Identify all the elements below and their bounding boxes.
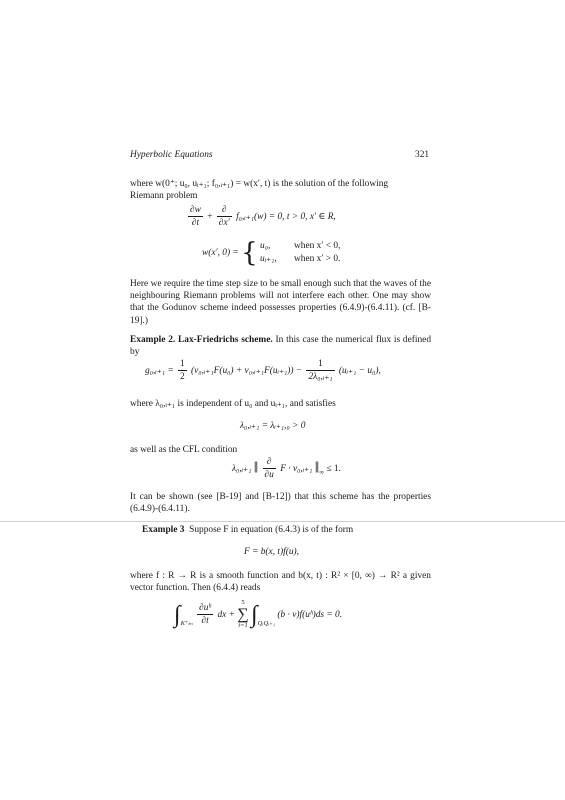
integral: $\int_{QᵢQᵢ_{+1}}$ [251, 601, 276, 628]
paragraph: where f : R → R is a smooth function and b(x, t) : R² × [0, ∞) → R² a given vector function. Then (6.4.4) reads [130, 571, 431, 594]
fraction: $\frac{\partial w}{\partial t}$ [190, 205, 201, 229]
equation-flux-form: F = b(x, t)f(u), [244, 547, 300, 557]
cases: u₀, when x′ < 0, uᵢ₊₁, when x′ > 0. [260, 241, 341, 264]
paragraph-line: where λ₀,ᵢ₊₁ is independent of u₀ and uᵢ₊₁, and satisfies [130, 399, 336, 409]
fraction: $\frac{1}{\text{2λ₀,ᵢ₊₁}}$ [308, 359, 333, 383]
summation: 5 ∑ i=1 [237, 599, 249, 629]
norm-bar: ‖ [253, 459, 259, 477]
paragraph-line: Riemann problem [130, 191, 198, 201]
running-title: Hyperbolic Equations [130, 150, 213, 160]
equation-pde: $\frac{\partial w}{\partial t}$ + $\frac{\partial}{\partial x'}$ f₀,ᵢ₊₁(w) = 0, t > 0, x′ ∈ R, [190, 205, 336, 229]
fraction: $\frac{1}{2}$ [180, 359, 185, 383]
fraction: $\frac{\text{∂uʰ}}{\partial t}$ [199, 602, 212, 627]
norm-bar: ‖ [314, 459, 320, 477]
paragraph: Here we require the time step size to be small enough such that the waves of the neighbouring Riemann problems will not interfere each other. One may show that the Godunov scheme indeed possesses properties (6.4.9)-(6.4.11). (cf. [B-19].) [130, 279, 431, 326]
paragraph-line: where w(0⁺; u₀, uᵢ₊₁; f₀,ᵢ₊₁) = w(x′, t) is the solution of the following [130, 179, 389, 189]
equation-symmetry: λ₀,ᵢ₊₁ = λᵢ₊₁,₀ > 0 [240, 421, 306, 431]
example-3: Example 3 Suppose F in equation (6.4.3) is of the form [142, 525, 354, 535]
equation-initial-data: w(x′, 0) = { u₀, when x′ < 0, uᵢ₊₁, when x′ > 0. [202, 238, 341, 268]
equation-integral: $\int_{K^+_{tn}}$ $\frac{\text{∂uʰ}}{\partial t}$ dx + 5 ∑ i=1 $\int_{QᵢQᵢ_{+1}}$ (b · ν)f(uʰ)ds = 0. [174, 599, 343, 629]
paragraph-line: as well as the CFL condition [130, 445, 238, 455]
paragraph: It can be shown (see [B-19] and [B-12]) that this scheme has the properties (6.4.9)-(6.4.11). [130, 492, 431, 515]
left-brace: { [241, 238, 258, 268]
page-number: 321 [415, 150, 430, 160]
example-2: Example 2. Lax-Friedrichs scheme. In this case the numerical flux is defined by [130, 335, 432, 358]
fraction: $\frac{\partial}{\partial x'}$ [218, 205, 230, 229]
fraction: $\frac{\partial}{\partial u}$ [264, 457, 274, 481]
integral: $\int_{K^+_{tn}}$ [174, 601, 193, 628]
equation-cfl: λ₀,ᵢ₊₁ ‖ $\frac{\partial}{\partial u}$ F · ν₀,ᵢ₊₁ $‖_\infty \le 1$. [232, 457, 341, 481]
divider [0, 521, 565, 522]
equation-lax-friedrichs: g₀,ᵢ₊₁ = $\frac{1}{2}$ (ν₀,ᵢ₊₁F(u₀) + ν₀,ᵢ₊₁F(uᵢ₊₁)) − $\frac{1}{\text{2λ₀,ᵢ₊₁}}$ (uᵢ₊₁ − u₀), [145, 359, 381, 383]
